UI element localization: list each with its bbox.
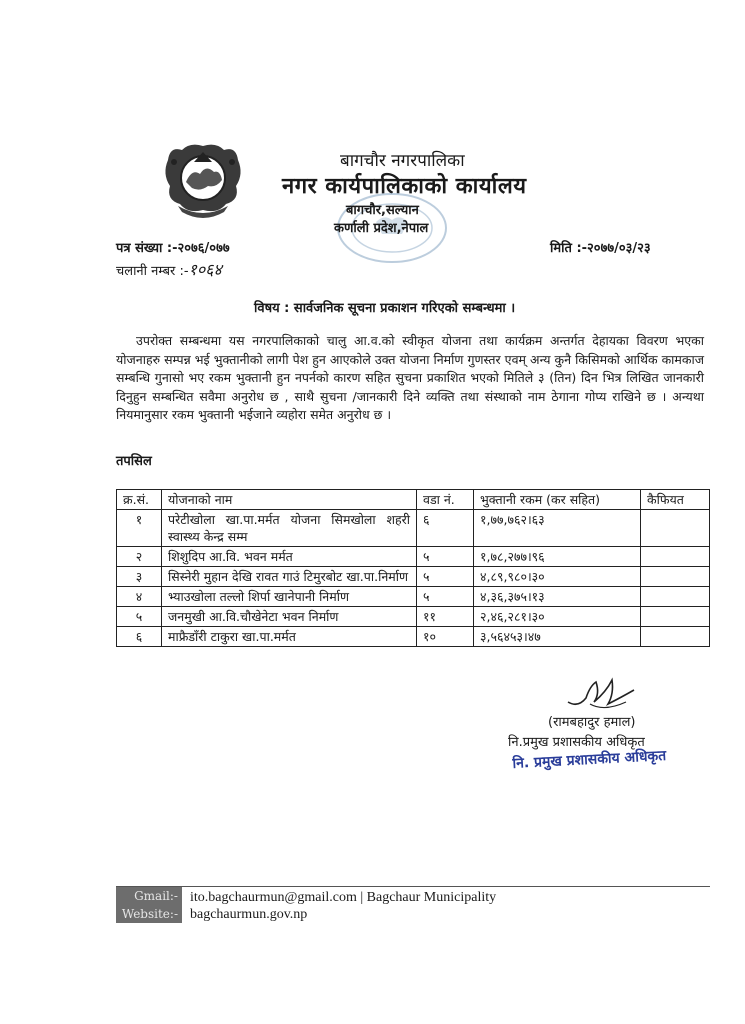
reference-number [116, 238, 230, 256]
cell-project-name: सिस्नेरी मुहान देखि रावत गाउं टिमुरबोट खा.पा.निर्माण [162, 567, 417, 587]
cell-amount: २,४६,२८१।३० [474, 607, 641, 627]
cell-project-name: भ्याउखोला तल्लो शिर्पा खानेपानी निर्माण [162, 587, 417, 607]
cell-ward: ५ [417, 587, 474, 607]
reference-value: २०७६/०७७ [177, 241, 230, 256]
header-remarks: कैफियत [641, 490, 710, 510]
header-serial: क्र.सं. [117, 490, 162, 510]
cell-amount: ४,८९,९८०।३० [474, 567, 641, 587]
table-header-row [117, 490, 710, 510]
cell-remarks [641, 510, 710, 547]
cell-project-name: परेटीखोला खा.पा.मर्मत योजना सिमखोला शहरी स्वास्थ्य केन्द्र सम्म [162, 510, 417, 547]
subject-line: विषय : सार्वजनिक सूचना प्रकाशन गरिएको सम्बन्धमा । [254, 301, 516, 316]
cell-project-name: माफ्रैडाँरी टाकुरा खा.पा.मर्मत [162, 627, 417, 647]
date-label: मिति :- [550, 241, 588, 256]
organization-name: बागचौर नगरपालिका [340, 151, 465, 171]
header-ward: वडा नं. [417, 490, 474, 510]
cell-serial: ४ [117, 587, 162, 607]
projects-table [116, 489, 710, 647]
cell-ward: ५ [417, 567, 474, 587]
signature-icon [560, 672, 640, 714]
email-label: Gmail:- [134, 889, 178, 903]
office-name: नगर कार्यपालिकाको कार्यालय [282, 174, 527, 199]
website-line: bagchaurmun.gov.np [190, 907, 308, 922]
table-row [117, 567, 710, 587]
cell-ward: १० [417, 627, 474, 647]
cell-amount: १,७८,२७७।९६ [474, 547, 641, 567]
header-project-name: योजनाको नाम [162, 490, 417, 510]
address-city: बागचौर,सल्यान [346, 203, 419, 218]
website-label: Website:- [121, 907, 178, 921]
dispatch-number [116, 258, 222, 280]
cell-serial: ३ [117, 567, 162, 587]
body-paragraph [116, 332, 704, 425]
body-text: उपरोक्त सम्बन्धमा यस नगरपालिकाको चालु आ.व.को स्वीकृत योजना तथा कार्यक्रम अन्तर्गत देहायका विवरण भएका योजनाहरु सम्पन्न भई भुक्तानीको लागी पेश हुन आएकोले उक्त योजना निर्माण गुणस्तर एवम् अन्य कुनै किसिमको आर्थिक कामकाज सम्बन्धि गुनासो भए रकम भुक्तानी हुन नपर्नको कारण सहित सुचना प्रकाशित भएको मितिले ३ (तिन) दिन भित्र लिखित जानकारी दिनुहुन सम्बन्धित सवैमा अनुरोध छ , साथै सुचना /जानकारी दिने व्यक्ति तथा संस्थाको नाम ठेगाना गोप्य राखिने छ । अन्यथा नियमानुसार रकम भुक्तानी भईजाने व्यहोरा समेत अनुरोध छ । [116, 333, 704, 423]
cell-serial: २ [117, 547, 162, 567]
cell-amount: १,७७,७६२।६३ [474, 510, 641, 547]
table-row [117, 627, 710, 647]
signatory-name: (रामबहादुर हमाल) [548, 715, 636, 730]
reference-label: पत्र संख्या :- [116, 241, 178, 256]
cell-ward: ६ [417, 510, 474, 547]
signatory-stamp: नि. प्रमुख प्रशासकीय अधिकृत [512, 747, 667, 772]
dispatch-value: १०६४ [188, 260, 222, 279]
table-row [117, 607, 710, 627]
cell-project-name: जनमुखी आ.वि.चौखेनेटा भवन निर्माण [162, 607, 417, 627]
table-row [117, 587, 710, 607]
letter-date [550, 238, 651, 256]
cell-remarks [641, 627, 710, 647]
footer-labels [116, 887, 182, 923]
schedule-heading: तपसिल [116, 454, 152, 469]
signatory-title: नि.प्रमुख प्रशासकीय अधिकृत [508, 735, 645, 750]
date-value: २०७७/०३/२३ [587, 241, 651, 256]
nepal-emblem-icon [160, 140, 246, 222]
cell-remarks [641, 567, 710, 587]
table-row [117, 510, 710, 547]
header-amount: भुक्तानी रकम (कर सहित) [474, 490, 641, 510]
cell-remarks [641, 587, 710, 607]
dispatch-label: चलानी नम्बर :- [116, 264, 189, 279]
cell-ward: ५ [417, 547, 474, 567]
table-row [117, 547, 710, 567]
cell-serial: ६ [117, 627, 162, 647]
cell-remarks [641, 607, 710, 627]
cell-project-name: शिशुदिप आ.वि. भवन मर्मत [162, 547, 417, 567]
address-province: कर्णाली प्रदेश,नेपाल [334, 221, 429, 236]
email-line: ito.bagchaurmun@gmail.com | Bagchaur Municipality [190, 890, 497, 905]
cell-ward: ११ [417, 607, 474, 627]
cell-remarks [641, 547, 710, 567]
footer-divider [116, 886, 710, 887]
cell-amount: ४,३६,३७५।१३ [474, 587, 641, 607]
footer-contact [190, 889, 496, 923]
cell-amount: ३,५६४५३।४७ [474, 627, 641, 647]
cell-serial: १ [117, 510, 162, 547]
cell-serial: ५ [117, 607, 162, 627]
